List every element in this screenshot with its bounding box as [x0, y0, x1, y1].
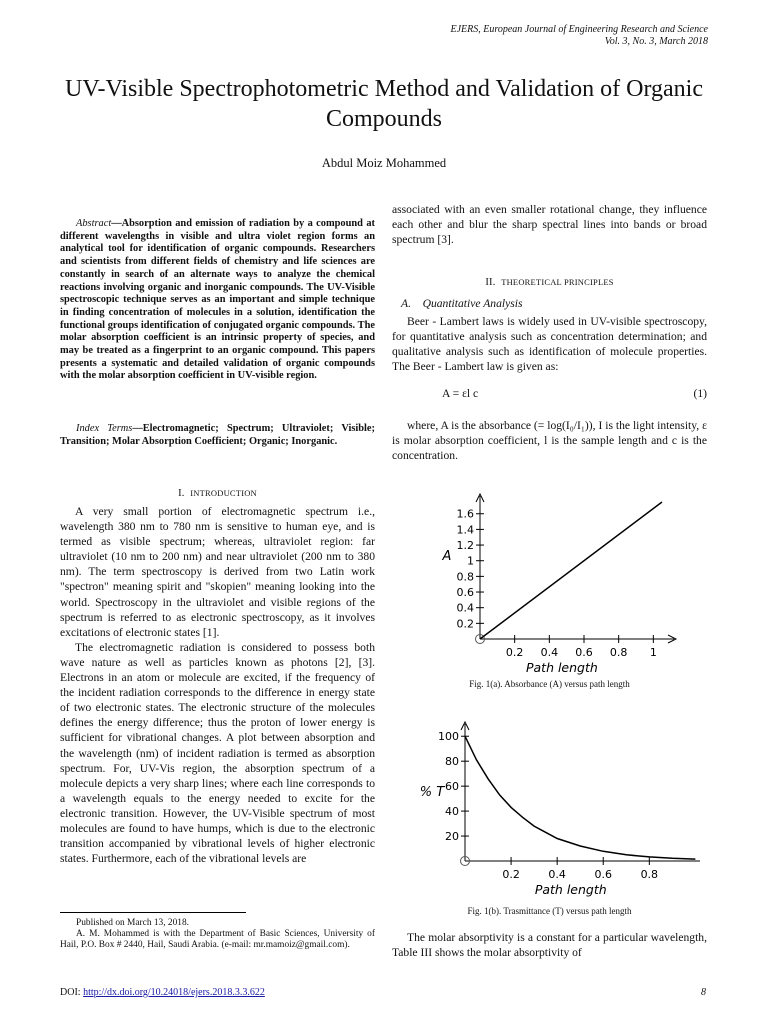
x-tick-label: 0.4: [540, 646, 559, 659]
theory-heading-title: THEORETICAL PRINCIPLES: [501, 277, 614, 287]
molar-absorptivity-paragraph: [392, 930, 707, 960]
theory-heading-number: II.: [485, 277, 496, 288]
paper-title: UV-Visible Spectrophotometric Method and Validation of Organic Compounds: [64, 76, 703, 132]
theory-heading: [392, 277, 707, 288]
intro-paragraph: A very small portion of electromagnetic spectrum i.e., wavelength 380 nm to 780 nm is sensitive to human eye, and is termed as visible spectrum; whereas, ultraviolet region: far ultraviolet (10 nm to 200 nm) and near ultraviolet (200 nm to 380 nm). The term spectroscopy is derived from two Latin work "spectron" meaning spirit and "skopien" meaning looking into the world. Spectroscopy in the ultraviolet and visible regions of the spectrum is referred to as electronic spectroscopy, as it involves excitations of electronic states [1].: [60, 505, 375, 639]
intro-heading-title: INTRODUCTION: [190, 488, 257, 498]
equation-expression: A = εl c: [442, 387, 479, 400]
journal-name: EJERS, European Journal of Engineering Research and Science: [450, 24, 708, 35]
index-terms-text: —Electromagnetic; Spectrum; Ultraviolet; Visible; Transition; Molar Absorption Coefficient; Organic; Inorganic.: [60, 423, 376, 447]
absorbance-formula: (= log(I₀/I₁)): [533, 419, 593, 432]
y-tick-label: 0.6: [456, 586, 474, 600]
intro-body: [60, 504, 375, 866]
abstract-label: Abstract: [76, 218, 112, 229]
abstract: [60, 218, 375, 383]
data-line: [465, 736, 695, 859]
x-tick-label: 0.6: [575, 646, 593, 659]
y-tick-label: 0.8: [456, 570, 474, 584]
x-tick-label: 0.6: [594, 868, 612, 881]
journal-header: [288, 24, 708, 48]
y-tick-label: 60: [445, 780, 459, 794]
footnotes: [60, 918, 375, 952]
x-axis-label: Path length: [525, 660, 598, 675]
x-tick-label: 0.8: [609, 646, 628, 659]
figure-1b-chart: [400, 718, 700, 904]
x-tick-label: 1: [649, 646, 657, 659]
figure-1a-caption: Fig. 1(a). Absorbance (A) versus path length: [469, 679, 630, 689]
y-tick-label: 1.2: [456, 539, 474, 553]
x-tick-label: 0.2: [502, 868, 520, 881]
where-before: where, A is the absorbance: [407, 419, 531, 432]
footnote-published: Published on March 13, 2018.: [76, 918, 190, 928]
y-tick-label: 40: [445, 805, 459, 819]
intro-paragraph: The electromagnetic radiation is considered to possess both wave nature as well as particles known as photons [2], [3]. Electrons in an atom or molecule are excited, if the frequency of the incident radiation corresponds to the difference in energy state of two electronic states. The electronic structure of the molecules defines the energy difference; thus the proton of lower energy is sufficient for vibrational changes. A plot between absorption and the wavelength (nm) of incident radiation is termed as absorption spectrum. For, UV-Vis region, the absorption spectrum of a molecule depicts a very sharp lines; where each line corresponds to a wavelength equals to the energy needed to excite for the electronic transition. However, the UV-Visible spectrum of most molecules are found to have humps, which is due to the electronic transition accompanied by vibrational levels of higher electronic states. Furthermore, each of the vibrational levels are: [60, 640, 375, 866]
y-tick-label: 1.6: [456, 507, 474, 521]
subsection-heading: A. Quantitative Analysis: [401, 297, 523, 310]
page-number: 8: [701, 987, 706, 998]
paper-author: Abdul Moiz Mohammed: [321, 156, 447, 170]
y-tick-label: 1: [467, 554, 474, 568]
index-terms-label: Index Terms: [76, 423, 133, 434]
beer-lambert-paragraph: [392, 314, 707, 374]
where-paragraph: [392, 418, 707, 463]
footnote-rule: [60, 912, 246, 913]
journal-volume: Vol. 3, No. 3, March 2018: [604, 36, 708, 47]
y-axis-label: % T: [419, 785, 445, 800]
data-line: [480, 502, 662, 639]
beer-lambert-text: Beer - Lambert laws is widely used in UV-visible spectroscopy, for quantitative analysis such as concentration determination; and qualitative analysis such as identification of molecule properties. The Beer - Lambert law is given as:: [392, 315, 707, 374]
doi-link[interactable]: http://dx.doi.org/10.24018/ejers.2018.3.3.622: [83, 987, 265, 998]
footnote-affiliation: A. M. Mohammed is with the Department of Basic Sciences, University of Hail, P.O. Box # 2440, Hail, Saudi Arabia. (e-mail: mr.mamoiz@gmail.com).: [60, 929, 375, 951]
index-terms: [60, 422, 375, 448]
y-axis-label: A: [442, 549, 452, 564]
right-column-continuation: [392, 202, 707, 247]
x-tick-label: 0.2: [505, 646, 524, 659]
molar-absorptivity-text: The molar absorptivity is a constant for a particular wavelength, Table III shows the molar absorptivity of: [392, 931, 707, 960]
y-tick-label: 1.4: [456, 523, 474, 537]
y-tick-label: 100: [438, 730, 459, 744]
abstract-text: —Absorption and emission of radiation by a compound at different wavelengths in visible and ultra violet region forms an analytical tool for identification of organic compounds. Researchers and scientists from different fields of chemistry and life sciences are constantly in search of an alternate ways to analyze the chemical reactions involving organic and inorganic compounds. The UV-Visible spectroscopic technique serves as an important and simple technique in finding concentration of molecules in a solution, identification the functional groups identification of conjugated organic compounds. The molar absorption coefficient is an intrinsic property of species, and may be treated as a fingerprint to an organic compound. This papers presents a systematic and detailed validation of organic compounds with the molar absorption coefficient in UV-visible region.: [60, 218, 375, 382]
intro-heading-number: I.: [178, 488, 185, 499]
y-tick-label: 80: [445, 755, 459, 769]
x-tick-label: 0.4: [548, 868, 566, 881]
x-axis-label: Path length: [534, 882, 607, 897]
y-tick-label: 20: [445, 830, 459, 844]
x-tick-label: 0.8: [640, 868, 659, 881]
where-text: [392, 418, 707, 463]
doi-label: DOI:: [60, 987, 81, 998]
intro-heading: [60, 488, 375, 499]
y-tick-label: 0.4: [456, 601, 474, 615]
figure-1b-caption: Fig. 1(b). Trasmittance (T) versus path length: [467, 906, 632, 916]
equation-number: (1): [693, 387, 707, 400]
where-after: , I is the light intensity, ε is molar absorption coefficient, l is the sample length and c is the concentration.: [392, 419, 707, 463]
y-tick-label: 0.2: [456, 617, 474, 631]
doi-line: [60, 987, 265, 998]
equation: [392, 387, 707, 403]
continuation-paragraph: associated with an even smaller rotational change, they influence each other and blur the sharp spectral lines into bands or broad spectrum [3].: [392, 203, 707, 247]
figure-1a-chart: [400, 490, 700, 680]
